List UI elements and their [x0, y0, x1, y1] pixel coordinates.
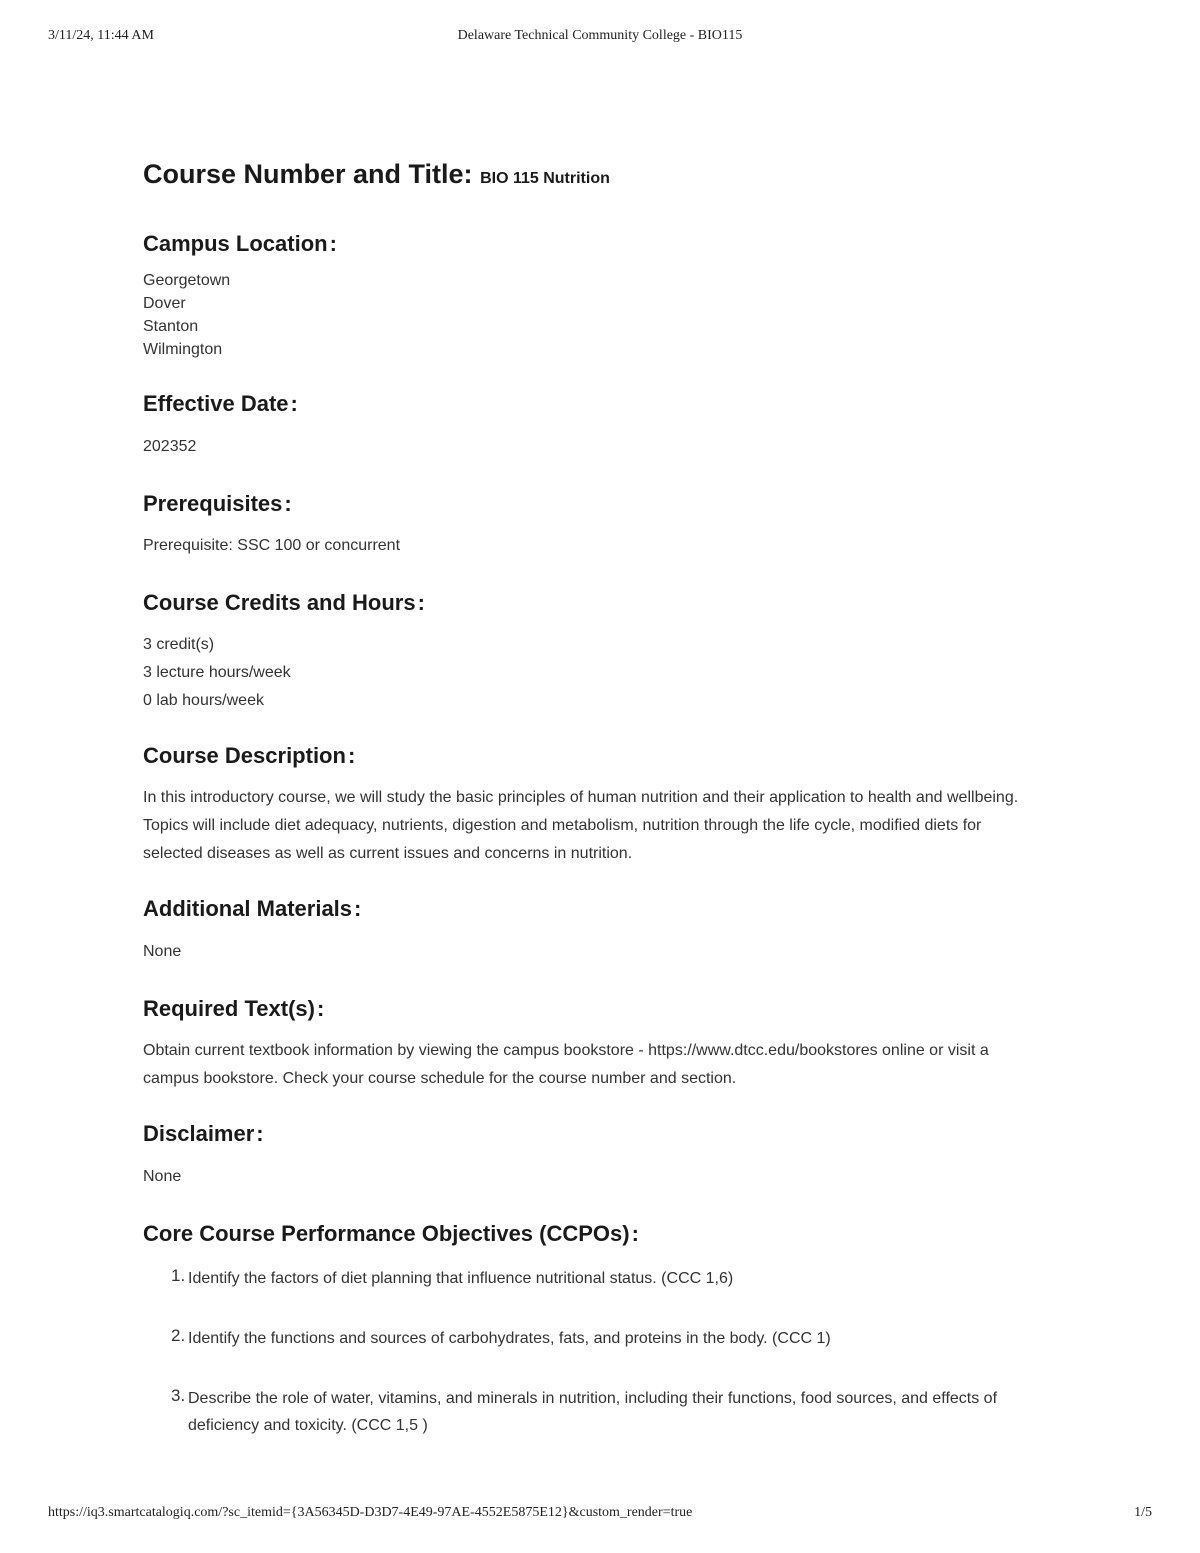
ccpo-text: Identify the functions and sources of carbohydrates, fats, and proteins in the body. (CCC 1): [188, 1330, 831, 1347]
course-title-value: BIO 115 Nutrition: [480, 170, 610, 187]
credits-list: [143, 631, 1043, 715]
course-title-label: Course Number and Title:: [143, 159, 473, 189]
ccpo-text: Describe the role of water, vitamins, and minerals in nutrition, including their functions, food sources, and effects of deficiency and toxicity. (CCC 1,5 ): [188, 1390, 998, 1434]
print-page-title: Delaware Technical Community College - BIO115: [457, 28, 743, 43]
additional-materials-heading: Additional Materials:: [143, 896, 362, 921]
credits-line: 3 credit(s): [143, 636, 215, 653]
campus-location-heading: Campus Location:: [143, 231, 337, 256]
prerequisites-value: Prerequisite: SSC 100 or concurrent: [143, 537, 401, 554]
ccpo-item: [143, 1325, 1043, 1352]
course-description-heading: Course Description:: [143, 743, 356, 768]
print-url: https://iq3.smartcatalogiq.com/?sc_itemid={3A56345D-D3D7-4E49-97AE-4552E5875E12}&custom_render=true: [48, 1505, 693, 1520]
course-title: [143, 152, 1043, 201]
print-page-number: 1/5: [1134, 1505, 1152, 1520]
campus-location-item: Dover: [143, 295, 186, 312]
campus-location-item: Wilmington: [143, 341, 223, 358]
print-footer: [48, 1505, 1152, 1521]
required-texts-heading: Required Text(s):: [143, 996, 325, 1021]
campus-location-item: Georgetown: [143, 272, 231, 289]
ccpo-number: 1.: [171, 1266, 186, 1285]
print-datetime: 3/11/24, 11:44 AM: [48, 28, 154, 43]
credits-heading: Course Credits and Hours:: [143, 590, 425, 615]
effective-date-heading: Effective Date:: [143, 391, 298, 416]
ccpos-list: [143, 1265, 1043, 1439]
lab-hours-line: 0 lab hours/week: [143, 692, 264, 709]
ccpo-number: 3.: [171, 1386, 186, 1405]
ccpo-text: Identify the factors of diet planning that influence nutritional status. (CCC 1,6): [188, 1270, 734, 1287]
ccpo-item: [143, 1265, 1043, 1292]
prerequisites-heading: Prerequisites:: [143, 491, 292, 516]
ccpos-heading: Core Course Performance Objectives (CCPOs):: [143, 1221, 639, 1246]
lecture-hours-line: 3 lecture hours/week: [143, 664, 291, 681]
ccpo-item: [143, 1385, 1043, 1439]
additional-materials-value: None: [143, 943, 182, 960]
campus-location-item: Stanton: [143, 318, 199, 335]
print-header: [48, 28, 1152, 44]
campus-location-list: [143, 269, 1043, 361]
course-document: [143, 152, 1043, 1439]
effective-date-value: 202352: [143, 438, 197, 455]
disclaimer-value: None: [143, 1168, 182, 1185]
disclaimer-heading: Disclaimer:: [143, 1121, 264, 1146]
required-texts-text: Obtain current textbook information by viewing the campus bookstore - https://www.dtcc.edu/bookstores online or visit a campus bookstore. Check your course schedule for the course number and section.: [143, 1042, 989, 1087]
course-description-text: In this introductory course, we will study the basic principles of human nutrition and their application to health and wellbeing. Topics will include diet adequacy, nutrients, digestion and metabolism, nutrition through the life cycle, modified diets for selected diseases as well as current issues and concerns in nutrition.: [143, 789, 1019, 862]
ccpo-number: 2.: [171, 1326, 186, 1345]
